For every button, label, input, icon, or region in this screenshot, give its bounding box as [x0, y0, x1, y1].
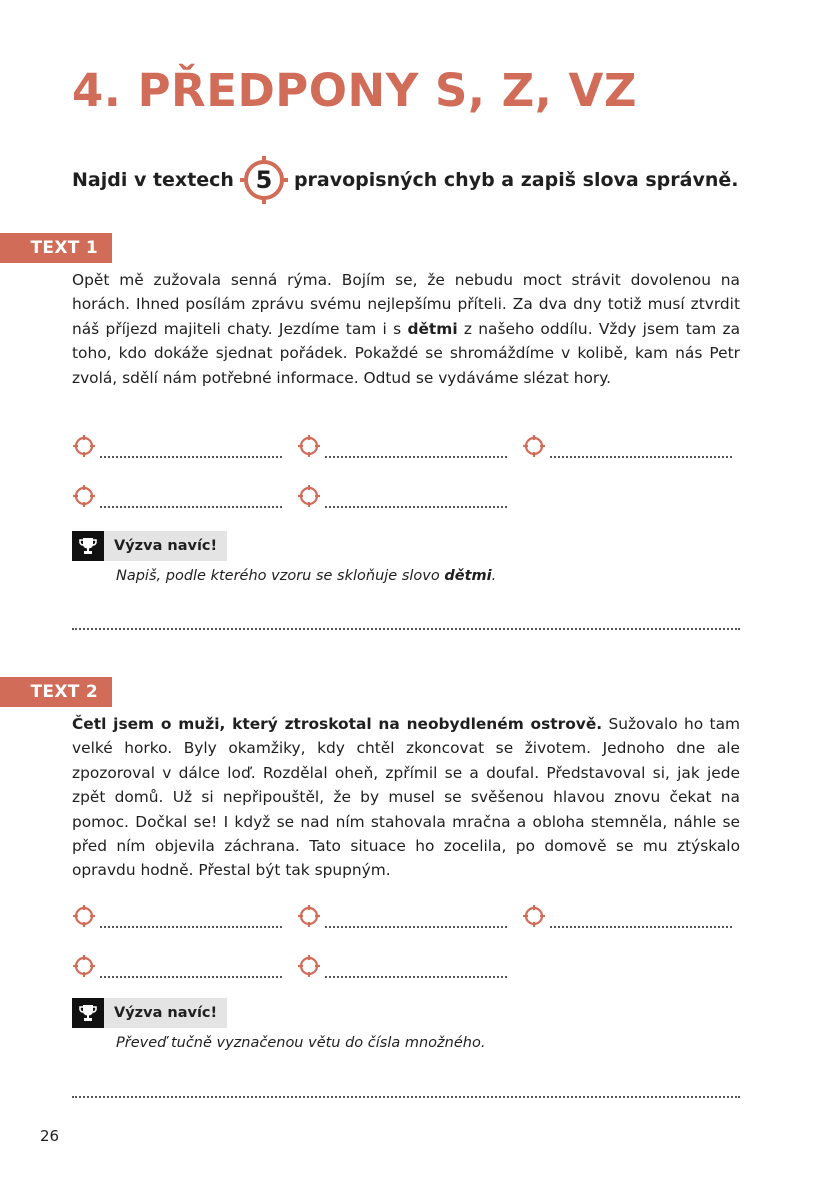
challenge-label: Výzva navíc! [104, 998, 227, 1028]
text-1-paragraph [72, 268, 740, 390]
crosshair-target-icon [72, 434, 96, 458]
challenge-bold-word: dětmi [444, 568, 492, 584]
error-count: 5 [255, 166, 273, 194]
text-1-bold-word: dětmi [407, 319, 458, 338]
crosshair-target-icon [297, 904, 321, 928]
challenge-answer-line[interactable] [72, 1096, 740, 1098]
section-label-text-1: TEXT 1 [0, 233, 112, 263]
section-label-text-2: TEXT 2 [0, 677, 112, 707]
answer-dotted-line[interactable] [550, 444, 732, 458]
answer-dotted-line[interactable] [325, 494, 507, 508]
text-2-part-a: Sužovalo ho tam velké horko. Byly okamžiky, kdy chtěl zkoncovat se životem. Jednoho dne ale zpozoroval v dálce loď. Rozdělal oheň, zpřímil se a doufal. Představoval si, jak jede zpět domů. Už si nepřipouštěl, že by musel se svěšenou hlavou znovu čekat na pomoc. Dočkal se! I když se nad ním stahovala mračna a obloha stemněla, náhle se před ním objevila záchrana. Tato situace ho zocelila, po domově se mu ztýskalo opravdu hodně. Přestal být tak spupným. [72, 715, 741, 880]
challenge-answer-line[interactable] [72, 628, 740, 630]
text-2-bold-sentence: Četl jsem o muži, který ztroskotal na neobydleném ostrově. [72, 715, 603, 733]
answer-dotted-line[interactable] [100, 914, 282, 928]
answer-line[interactable] [522, 432, 732, 458]
challenge-text [116, 568, 496, 584]
answer-line[interactable] [522, 902, 732, 928]
answer-dotted-line[interactable] [100, 494, 282, 508]
instruction-text-after: pravopisných chyb a zapiš slova správně. [293, 169, 739, 191]
answer-line[interactable] [297, 902, 507, 928]
challenge-text-a: Napiš, podle kterého vzoru se skloňuje slovo [116, 568, 445, 584]
answer-dotted-line[interactable] [100, 964, 282, 978]
text-1-part-a: Opět mě zužovala senná rýma. Bojím se, že nebudu moct strávit dovolenou na horách. Ihned posílám zprávu svému nejlepšímu příteli. Za dva dny totiž musí ztvrdit náš příjezd majiteli chaty. Jezdíme tam i s [72, 271, 740, 338]
answer-line[interactable] [297, 482, 507, 508]
crosshair-target-icon [72, 954, 96, 978]
answer-dotted-line[interactable] [325, 964, 507, 978]
answer-dotted-line[interactable] [325, 444, 507, 458]
challenge-header [72, 998, 227, 1028]
answer-line[interactable] [297, 952, 507, 978]
crosshair-target-icon [522, 904, 546, 928]
answer-line[interactable] [72, 902, 282, 928]
crosshair-target-icon [72, 904, 96, 928]
crosshair-target-icon [297, 434, 321, 458]
trophy-icon [72, 998, 104, 1028]
crosshair-target-icon [297, 954, 321, 978]
answer-line[interactable] [72, 482, 282, 508]
target-number-badge [238, 154, 290, 206]
text-1-part-b: z našeho oddílu. Vždy jsem tam za toho, kdo dokáže sjednat pořádek. Pokaždé se shromáždíme v kolibě, kam nás Petr zvolá, sdělí nám potřebné informace. Odtud se vydáváme slézat hory. [72, 319, 741, 387]
challenge-text: Převeď tučně vyznačenou větu do čísla množného. [116, 1035, 486, 1051]
page-title: 4. PŘEDPONY S, Z, VZ [72, 64, 637, 117]
challenge-label: Výzva navíc! [104, 531, 227, 561]
answer-line[interactable] [72, 952, 282, 978]
answer-dotted-line[interactable] [325, 914, 507, 928]
challenge-header [72, 531, 227, 561]
text-2-paragraph [72, 712, 740, 883]
answer-line[interactable] [297, 432, 507, 458]
challenge-text-b: . [491, 568, 497, 584]
page-number: 26 [40, 1127, 60, 1145]
answer-line[interactable] [72, 432, 282, 458]
crosshair-target-icon [297, 484, 321, 508]
crosshair-target-icon [522, 434, 546, 458]
answer-dotted-line[interactable] [550, 914, 732, 928]
instruction-text-before: Najdi v textech [72, 169, 234, 191]
trophy-icon [72, 531, 104, 561]
instruction [72, 160, 772, 200]
crosshair-target-icon [72, 484, 96, 508]
answer-dotted-line[interactable] [100, 444, 282, 458]
